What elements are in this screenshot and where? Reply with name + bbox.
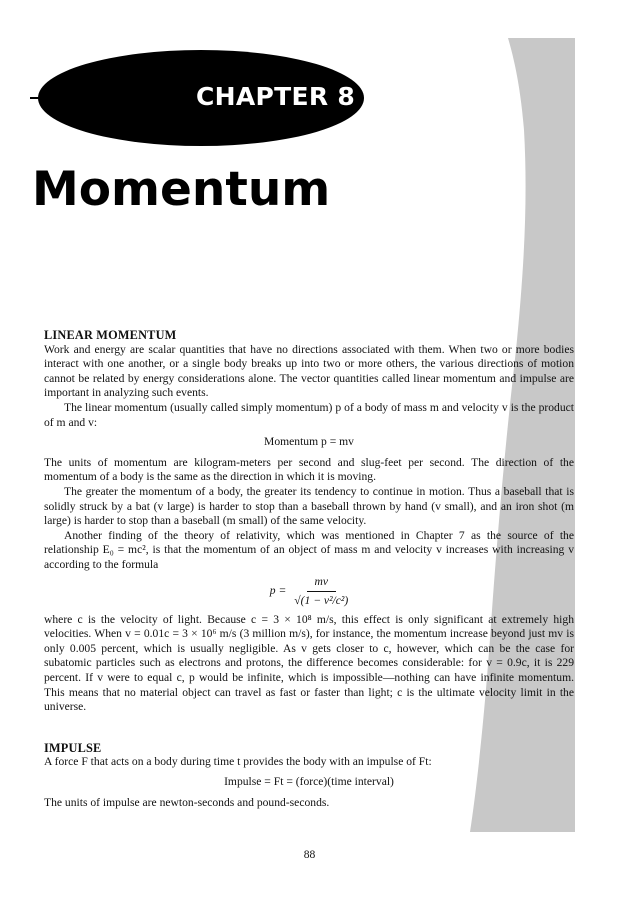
section-heading-linear-momentum: LINEAR MOMENTUM	[44, 328, 177, 342]
page-content	[44, 328, 574, 810]
paragraph: The units of momentum are kilogram-meters per second and slug-feet per second. The direction of the momentum of a body is the same as the direction in which it is moving.	[44, 455, 574, 484]
paragraph: The greater the momentum of a body, the greater its tendency to continue in motion. Thus a baseball that is solidly struck by a bat (v large) is harder to stop than a baseball thrown by hand (v small), and an iron shot (m large) is harder to stop than a baseball (m small) of the same velocity.	[44, 484, 574, 528]
page-number: 88	[303, 848, 316, 861]
paragraph: Another finding of the theory of relativity, which was mentioned in Chapter 7 as the source of the relationship E₀ = mc², is that the momentum of an object of mass m and velocity v increases with increasing v according to the formula	[44, 528, 574, 571]
relativistic-momentum-formula	[44, 575, 574, 609]
formula-denominator: √(1 − v²/c²)	[294, 594, 349, 608]
paragraph: Work and energy are scalar quantities that have no directions associated with them. When two or more bodies interact with one another, or a single body breaks up into two or more others, the various directions of motion cannot be related by energy considerations alone. The vector quantities called linear momentum and impulse are important in analyzing such events.	[44, 342, 574, 400]
formula-fraction	[294, 575, 348, 609]
chapter-title: Momentum	[32, 162, 331, 217]
paragraph: A force F that acts on a body during time t provides the body with an impulse of Ft:	[44, 755, 432, 769]
paragraph: where c is the velocity of light. Because c = 3 × 10⁸ m/s, this effect is only significant at extremely high velocities. When v = 0.01c = 3 × 10⁶ m/s (3 million m/s), for instance, the momentum increase beyond just mv is only 0.005 percent, which is usually negligible. As v gets closer to c, however, which can be the case for subatomic particles such as electrons and protons, the difference becomes considerable: for v = 0.9c, it is 229 percent. If v were to equal c, p would be infinite, which is impossible—nothing can have infinite momentum. This means that no material object can travel as fast or faster than light; c is the ultimate velocity limit in the universe.	[44, 612, 574, 714]
equation-impulse: Impulse = Ft = (force)(time interval)	[224, 775, 394, 789]
paragraph: The linear momentum (usually called simply momentum) p of a body of mass m and velocity v is the product of m and v:	[44, 400, 574, 429]
paragraph: The units of impulse are newton-seconds and pound-seconds.	[44, 795, 330, 809]
section-heading-impulse: IMPULSE	[44, 740, 102, 755]
chapter-label: CHAPTER 8	[196, 82, 356, 111]
equation-momentum: Momentum p = mv	[264, 435, 354, 449]
formula-numerator: mv	[307, 575, 337, 593]
formula-lhs: p =	[269, 584, 287, 598]
